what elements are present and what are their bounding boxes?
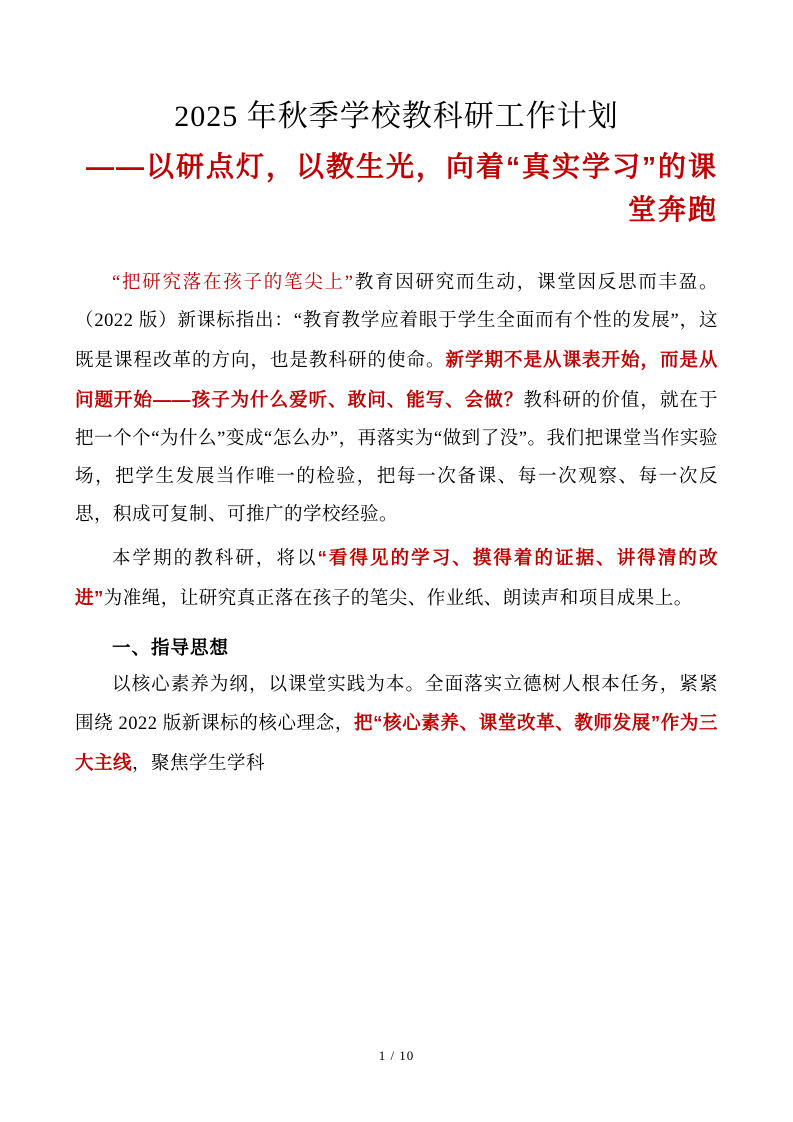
run-normal: 教育因研究而生动，课堂因反思而丰盈。（2022 版）新课标指出：“教育教学应着眼于学生全面而有个性的发展”，这既是课程改革的方向，也是教科研的使命。 xyxy=(75,273,718,372)
run-normal: 本学期的教科研，将以 xyxy=(112,548,318,569)
run-normal: 以核心素养为纲，以课堂实践为本。全面落实立德树人根本任务，紧紧围绕 2022 版新课标的核心理念， xyxy=(75,674,718,735)
paragraph-guiding xyxy=(75,667,718,785)
run-red-bold: “看得见的学习、摸得着的证据、讲得清的改进” xyxy=(75,546,718,608)
run-red-bold: 新学期不是从课表开始，而是从问题开始——孩子为什么爱听、敢问、能写、会做？ xyxy=(75,349,718,411)
run-normal: 教科研的价值，就在于把一个个“为什么”变成“怎么办”，再落实为“做到了没”。我们把课堂当作实验场，把学生发展当作唯一的检验，把每一次备课、每一次观察、每一次反思，积成可复制、可推广的学校经验。 xyxy=(75,391,718,525)
run-red: “把研究落在孩子的笔尖上” xyxy=(112,273,354,294)
paragraph-intro xyxy=(75,265,718,534)
page-title: 2025 年秋季学校教科研工作计划 xyxy=(174,100,619,133)
run-normal: ，聚焦学生学科 xyxy=(132,754,266,775)
run-red-bold: 把“核心素养、课堂改革、教师发展”作为三大主线 xyxy=(75,712,718,774)
section-heading-1: 一、指导思想 xyxy=(112,636,230,658)
page-number-footer: 1 / 10 xyxy=(378,1048,415,1063)
paragraph-aim xyxy=(75,539,718,619)
run-normal: 为准绳，让研究真正落在孩子的笔尖、作业纸、朗读声和项目成果上。 xyxy=(103,588,693,609)
page-subtitle: ——以研点灯，以教生光，向着“真实学习”的课堂奔跑 xyxy=(85,150,718,225)
